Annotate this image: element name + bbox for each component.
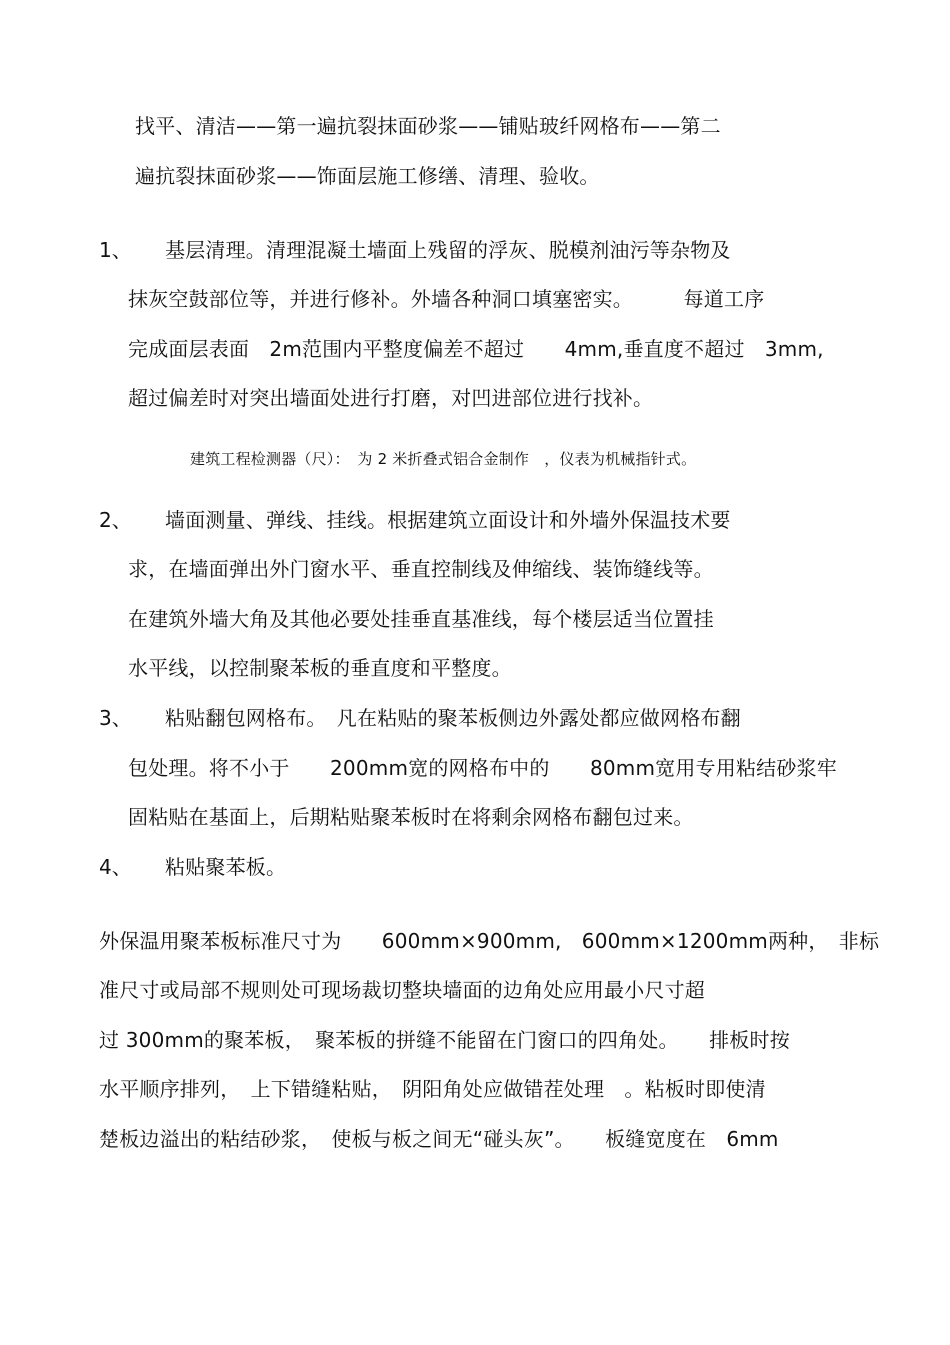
step-number: 2、 xyxy=(99,508,132,532)
instrument-note: 建筑工程检测器（尺）： 为 2 米折叠式铝合金制作 ，仪表为机械指针式。 xyxy=(190,450,697,468)
paragraph-line: 准尺寸或局部不规则处可现场裁切整块墙面的边角处应用最小尺寸超 xyxy=(99,978,705,1002)
paragraph-line: 水平顺序排列， 上下错缝粘贴， 阴阳角处应做错茬处理 。粘板时即使清 xyxy=(99,1077,766,1101)
step-number: 3、 xyxy=(99,706,132,730)
step-text-line: 完成面层表面 2m范围内平整度偏差不超过 4mm,垂直度不超过 3mm, xyxy=(128,337,824,361)
step-number: 1、 xyxy=(99,238,132,262)
intro-line: 找平、清洁——第一遍抗裂抹面砂浆——铺贴玻纤网格布——第二 xyxy=(135,114,721,138)
paragraph-line: 外保温用聚苯板标准尺寸为 600mm×900mm, 600mm×1200mm两种， 非标 xyxy=(99,929,880,953)
paragraph-line: 楚板边溢出的粘结砂浆， 使板与板之间无“碰头灰”。 板缝宽度在 6mm xyxy=(99,1127,779,1151)
intro-line: 遍抗裂抹面砂浆——饰面层施工修缮、清理、验收。 xyxy=(135,164,600,188)
step-text-line: 在建筑外墙大角及其他必要处挂垂直基准线，每个楼层适当位置挂 xyxy=(128,607,714,631)
step-number: 4、 xyxy=(99,855,132,879)
step-text-line: 抹灰空鼓部位等，并进行修补。外墙各种洞口填塞密实。 每道工序 xyxy=(128,287,765,311)
step-text-line: 求，在墙面弹出外门窗水平、垂直控制线及伸缩线、装饰缝线等。 xyxy=(128,557,714,581)
step-text-line: 墙面测量、弹线、挂线。根据建筑立面设计和外墙外保温技术要 xyxy=(165,508,731,532)
step-text-line: 粘贴翻包网格布。 凡在粘贴的聚苯板侧边外露处都应做网格布翻 xyxy=(165,706,741,730)
step-text-line: 粘贴聚苯板。 xyxy=(165,855,287,879)
paragraph-line: 过 300mm的聚苯板， 聚苯板的拼缝不能留在门窗口的四角处。 排板时按 xyxy=(99,1028,790,1052)
step-text-line: 基层清理。清理混凝土墙面上残留的浮灰、脱模剂油污等杂物及 xyxy=(165,238,731,262)
step-text-line: 包处理。将不小于 200mm宽的网格布中的 80mm宽用专用粘结砂浆牢 xyxy=(128,756,837,780)
step-text-line: 固粘贴在基面上，后期粘贴聚苯板时在将剩余网格布翻包过来。 xyxy=(128,805,694,829)
step-text-line: 水平线，以控制聚苯板的垂直度和平整度。 xyxy=(128,656,512,680)
step-text-line: 超过偏差时对突出墙面处进行打磨，对凹进部位进行找补。 xyxy=(128,386,654,410)
